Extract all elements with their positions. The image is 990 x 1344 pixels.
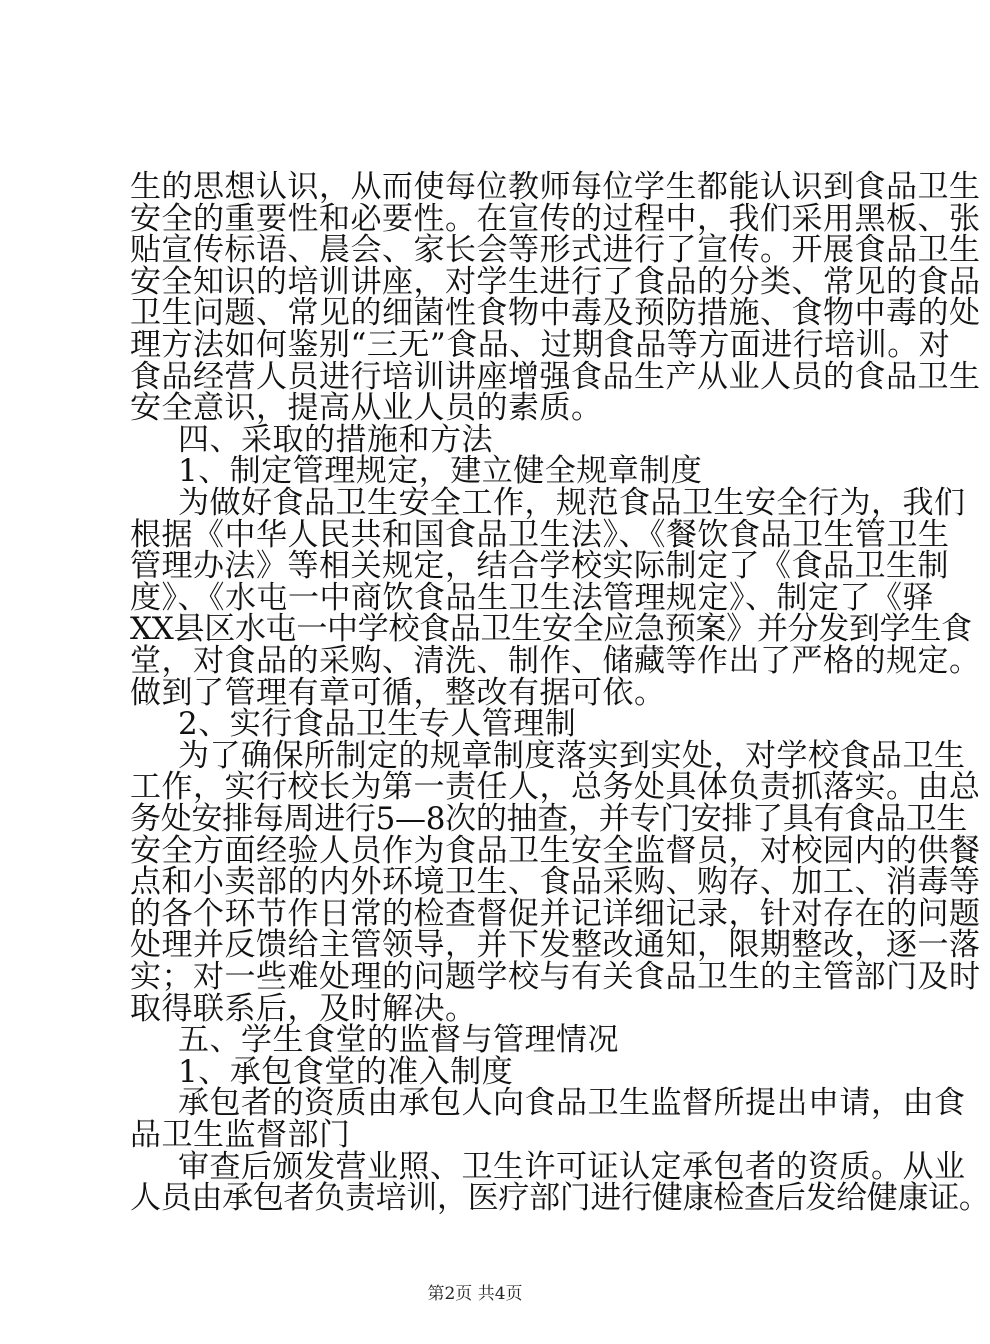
body-text-line: 安全知识的培训讲座，对学生进行了食品的分类、常见的食品 bbox=[130, 264, 981, 300]
paragraph-first-line: 为了确保所制定的规章制度落实到实处，对学校食品卫生 bbox=[178, 738, 966, 774]
section-heading: 五、学生食堂的监督与管理情况 bbox=[178, 1022, 619, 1058]
body-text-line: XX县区水屯一中学校食品卫生安全应急预案》并分发到学生食 bbox=[130, 611, 972, 647]
body-text-line: 管理办法》等相关规定，结合学校实际制定了《食品卫生制 bbox=[130, 548, 949, 584]
subsection-heading: 1、制定管理规定，建立健全规章制度 bbox=[178, 453, 703, 489]
body-text-line: 安全方面经验人员作为食品卫生安全监督员，对校园内的供餐 bbox=[130, 833, 981, 869]
body-text-line: 工作，实行校长为第一责任人，总务处具体负责抓落实。由总 bbox=[130, 769, 981, 805]
body-text-line: 安全的重要性和必要性。在宣传的过程中，我们采用黑板、张 bbox=[130, 201, 981, 237]
body-text-line: 处理并反馈给主管领导，并下发整改通知，限期整改，逐一落 bbox=[130, 927, 981, 963]
body-text-line: 品卫生监督部门 bbox=[130, 1117, 351, 1153]
paragraph-first-line: 为做好食品卫生安全工作，规范食品卫生安全行为，我们 bbox=[178, 485, 966, 521]
body-text-line: 堂，对食品的采购、清洗、制作、储藏等作出了严格的规定。 bbox=[130, 643, 981, 679]
body-text-line: 度》、《水屯一中商饮食品生卫生法管理规定》、制定了《驿 bbox=[130, 580, 934, 616]
subsection-heading: 2、实行食品卫生专人管理制 bbox=[178, 706, 577, 742]
paragraph-first-line: 承包者的资质由承包人向食品卫生监督所提出申请，由食 bbox=[178, 1085, 966, 1121]
body-text-line: 务处安排每周进行5—8次的抽查，并专门安排了具有食品卫生 bbox=[130, 801, 968, 837]
body-text-line: 取得联系后，及时解决。 bbox=[130, 991, 477, 1027]
body-text-line: 实；对一些难处理的问题学校与有关食品卫生的主管部门及时 bbox=[130, 959, 981, 995]
page-footer: 第2页 共4页 bbox=[427, 1284, 523, 1304]
section-heading: 四、采取的措施和方法 bbox=[178, 422, 493, 458]
body-text-line: 食品经营人员进行培训讲座增强食品生产从业人员的食品卫生 bbox=[130, 359, 981, 395]
subsection-heading: 1、承包食堂的准入制度 bbox=[178, 1054, 514, 1090]
body-text-line: 生的思想认识，从而使每位教师每位学生都能认识到食品卫生 bbox=[130, 169, 981, 205]
body-text-line: 理方法如何鉴别“三无”食品、过期食品等方面进行培训。对 bbox=[130, 327, 951, 363]
body-text-line: 根据《中华人民共和国食品卫生法》、《餐饮食品卫生管卫生 bbox=[130, 517, 950, 553]
body-text-line: 卫生问题、常见的细菌性食物中毒及预防措施、食物中毒的处 bbox=[130, 295, 981, 331]
body-text-line: 的各个环节作日常的检查督促并记详细记录，针对存在的问题 bbox=[130, 896, 981, 932]
body-text-line: 安全意识，提高从业人员的素质。 bbox=[130, 390, 603, 426]
body-text-line: 做到了管理有章可循，整改有据可依。 bbox=[130, 675, 666, 711]
body-text-line: 点和小卖部的内外环境卫生、食品采购、购存、加工、消毒等 bbox=[130, 864, 981, 900]
body-text-line: 人员由承包者负责培训，医疗部门进行健康检查后发给健康证。 bbox=[130, 1180, 990, 1216]
paragraph-first-line: 审查后颁发营业照、卫生许可证认定承包者的资质。从业 bbox=[178, 1149, 966, 1185]
body-text-line: 贴宣传标语、晨会、家长会等形式进行了宣传。开展食品卫生 bbox=[130, 232, 981, 268]
